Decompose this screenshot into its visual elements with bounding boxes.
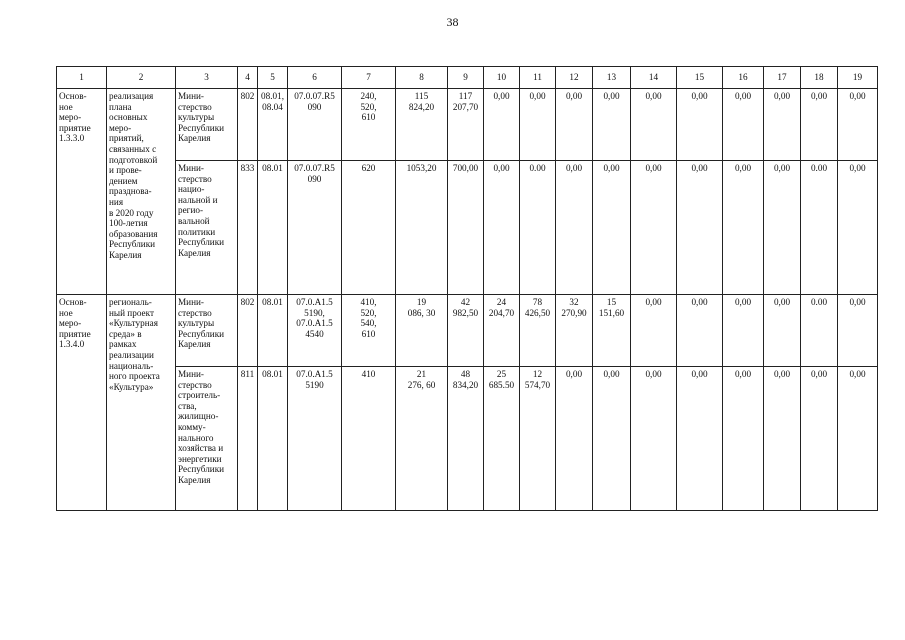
page-number: 38	[446, 15, 459, 29]
amount-cell: 0,00	[723, 367, 764, 511]
amount-cell: 24 204,70	[484, 295, 520, 367]
amount-cell: 0,00	[556, 89, 593, 161]
table-row	[57, 295, 878, 367]
amount-cell: 0,00	[764, 295, 801, 367]
grbs-code-cell: 833	[238, 161, 258, 295]
column-header: 1	[57, 67, 107, 89]
target-article-cell: 07.0.07.R5 090	[288, 89, 342, 161]
amount-cell: 0,00	[556, 161, 593, 295]
expense-type-cell: 410, 520, 540, 610	[342, 295, 396, 367]
table-row	[57, 367, 878, 511]
grbs-code-cell: 811	[238, 367, 258, 511]
expense-type-cell: 410	[342, 367, 396, 511]
amount-cell: 0,00	[677, 367, 723, 511]
amount-cell: 0,00	[838, 295, 878, 367]
amount-cell: 0.00	[801, 295, 838, 367]
amount-cell: 12 574,70	[520, 367, 556, 511]
amount-cell: 0,00	[631, 89, 677, 161]
agency-cell: Мини- стерство культуры Республики Карелия	[176, 89, 238, 161]
table-row	[57, 161, 878, 295]
column-header: 17	[764, 67, 801, 89]
grbs-code-cell: 802	[238, 89, 258, 161]
expense-type-cell: 240, 520, 610	[342, 89, 396, 161]
column-header: 7	[342, 67, 396, 89]
column-header: 2	[107, 67, 176, 89]
column-header: 12	[556, 67, 593, 89]
target-article-cell: 07.0.07.R5 090	[288, 161, 342, 295]
column-header: 5	[258, 67, 288, 89]
amount-cell: 700,00	[448, 161, 484, 295]
section-code-cell: 08.01	[258, 161, 288, 295]
agency-cell: Мини- стерство нацио- нальной и регио- вальной политики Республики Карелия	[176, 161, 238, 295]
amount-cell: 25 685.50	[484, 367, 520, 511]
amount-cell: 0,00	[723, 89, 764, 161]
column-header: 14	[631, 67, 677, 89]
column-header: 8	[396, 67, 448, 89]
amount-cell: 0,00	[677, 89, 723, 161]
amount-cell: 115 824,20	[396, 89, 448, 161]
target-article-cell: 07.0.A1.5 5190, 07.0.A1.5 4540	[288, 295, 342, 367]
amount-cell: 0,00	[838, 161, 878, 295]
agency-cell: Мини- стерство строитель- ства, жилищно- комму- нального хозяйства и энергетики Республики Карелия	[176, 367, 238, 511]
amount-cell: 0,00	[801, 89, 838, 161]
column-header: 18	[801, 67, 838, 89]
amount-cell: 42 982,50	[448, 295, 484, 367]
column-header: 3	[176, 67, 238, 89]
amount-cell: 0,00	[593, 161, 631, 295]
target-article-cell: 07.0.A1.5 5190	[288, 367, 342, 511]
header-row	[57, 67, 878, 89]
section-code-cell: 08.01, 08.04	[258, 89, 288, 161]
amount-cell: 0,00	[556, 367, 593, 511]
amount-cell: 0.00	[801, 161, 838, 295]
activity-cell: Основ- ное меро- приятие 1.3.3.0	[57, 89, 107, 295]
budget-table	[56, 66, 878, 511]
amount-cell: 48 834,20	[448, 367, 484, 511]
amount-cell: 0,00	[838, 367, 878, 511]
column-header: 4	[238, 67, 258, 89]
amount-cell: 0,00	[764, 161, 801, 295]
amount-cell: 19 086, 30	[396, 295, 448, 367]
amount-cell: 15 151,60	[593, 295, 631, 367]
amount-cell: 0,00	[484, 161, 520, 295]
amount-cell: 0,00	[593, 89, 631, 161]
amount-cell: 0,00	[838, 89, 878, 161]
amount-cell: 0,00	[764, 367, 801, 511]
agency-cell: Мини- стерство культуры Республики Карелия	[176, 295, 238, 367]
amount-cell: 0,00	[631, 367, 677, 511]
amount-cell: 0,00	[631, 161, 677, 295]
amount-cell: 0,00	[723, 161, 764, 295]
table-row	[57, 89, 878, 161]
amount-cell: 0.00	[520, 161, 556, 295]
column-header: 9	[448, 67, 484, 89]
column-header: 10	[484, 67, 520, 89]
amount-cell: 1053,20	[396, 161, 448, 295]
amount-cell: 78 426,50	[520, 295, 556, 367]
amount-cell: 0,00	[484, 89, 520, 161]
amount-cell: 0,00	[677, 295, 723, 367]
amount-cell: 21 276, 60	[396, 367, 448, 511]
column-header: 16	[723, 67, 764, 89]
section-code-cell: 08.01	[258, 367, 288, 511]
column-header: 11	[520, 67, 556, 89]
amount-cell: 0,00	[520, 89, 556, 161]
description-cell: региональ- ный проект «Культурная среда» в рамках реализации националь- ного проекта «Культура»	[107, 295, 176, 511]
section-code-cell: 08.01	[258, 295, 288, 367]
grbs-code-cell: 802	[238, 295, 258, 367]
amount-cell: 0,00	[764, 89, 801, 161]
amount-cell: 0,00	[723, 295, 764, 367]
amount-cell: 117 207,70	[448, 89, 484, 161]
column-header: 6	[288, 67, 342, 89]
column-header: 15	[677, 67, 723, 89]
amount-cell: 32 270,90	[556, 295, 593, 367]
activity-cell: Основ- ное меро- приятие 1.3.4.0	[57, 295, 107, 511]
column-header: 13	[593, 67, 631, 89]
column-header: 19	[838, 67, 878, 89]
expense-type-cell: 620	[342, 161, 396, 295]
amount-cell: 0,00	[631, 295, 677, 367]
description-cell: реализация плана основных меро- приятий, связанных с подготовкой и прове- дением празднова- ния в 2020 году 100-летия образования Республики Карелия	[107, 89, 176, 295]
amount-cell: 0,00	[801, 367, 838, 511]
amount-cell: 0,00	[677, 161, 723, 295]
amount-cell: 0,00	[593, 367, 631, 511]
